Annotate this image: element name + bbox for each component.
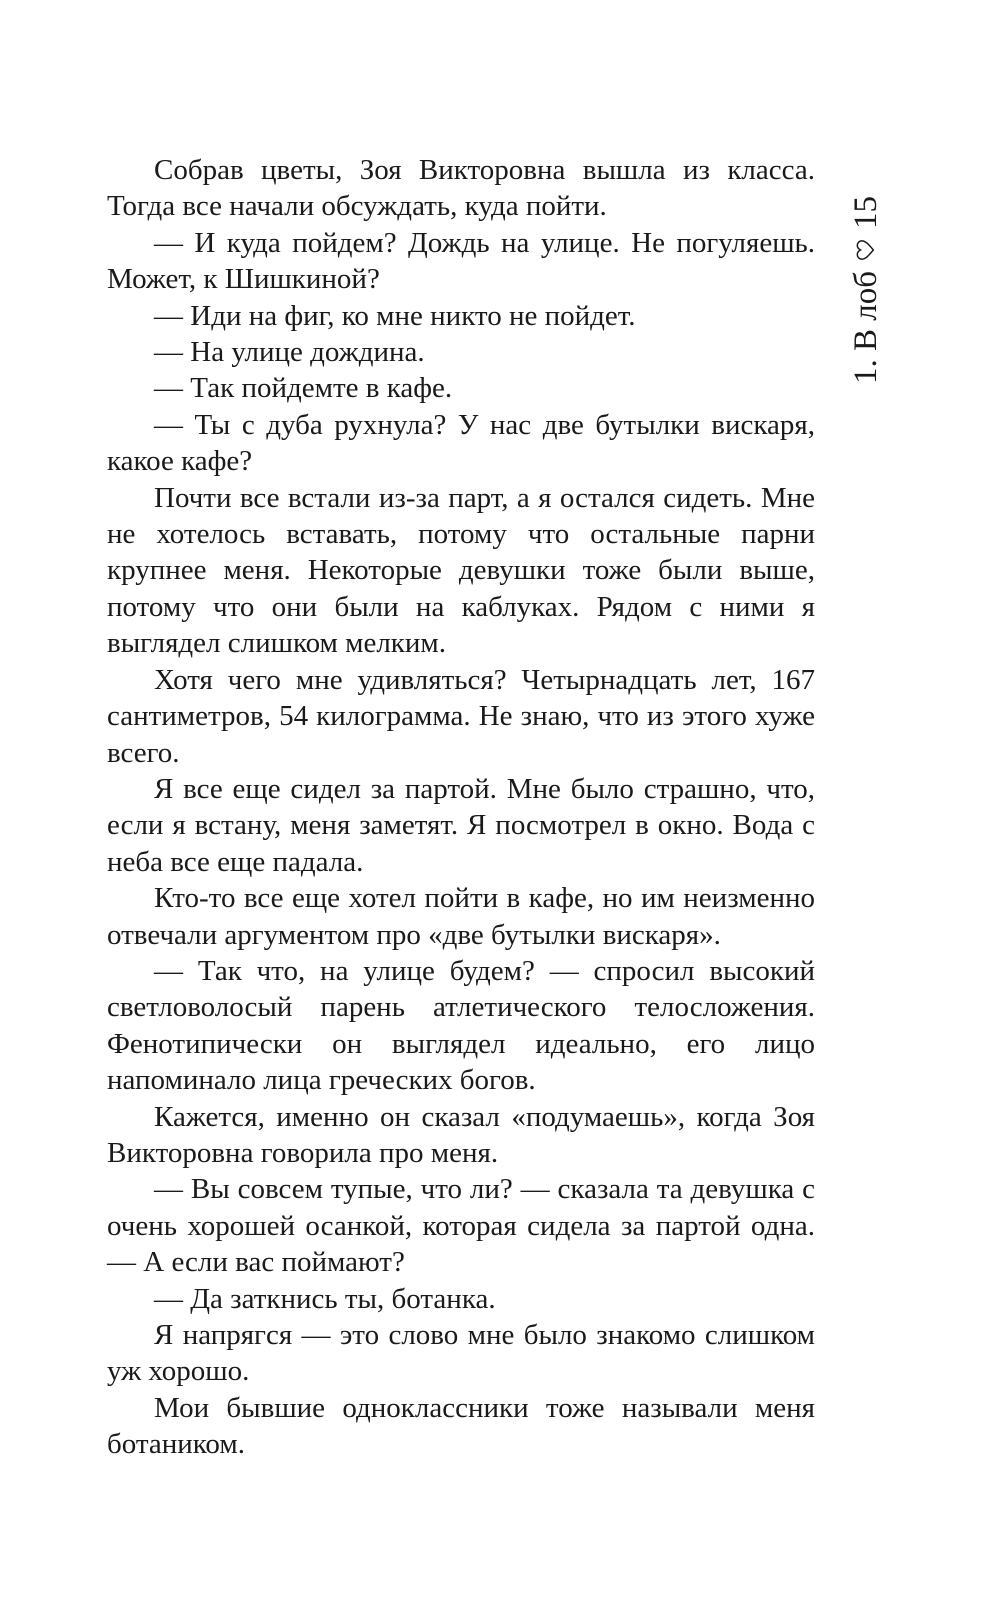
paragraph: — Иди на фиг, ко мне никто не пойдет. — [154, 299, 636, 332]
paragraph: — Так что, на улице будем? — спросил высокий светловолосый парень атлетического телосложения. Фенотипически он выглядел идеально, его лицо напоминало лица греческих богов. — [107, 954, 815, 1097]
paragraph: Кажется, именно он сказал «подумаешь», когда Зоя Викторовна говорила про меня. — [107, 1100, 815, 1169]
paragraph: Хотя чего мне удивляться? Четырнадцать лет, 167 сантиметров, 54 килограмма. Не знаю, что из этого хуже всего. — [107, 663, 815, 769]
paragraph: Я все еще сидел за партой. Мне было страшно, что, если я встану, меня заметят. Я посмотрел в окно. Вода с неба все еще падала. — [107, 772, 815, 878]
paragraph: Мои бывшие одноклассники тоже называли меня ботаником. — [107, 1391, 815, 1461]
paragraph: Собрав цветы, Зоя Викторовна вышла из класса. Тогда все начали обсуждать, куда пойти. — [107, 154, 815, 223]
page-number: 15 — [848, 195, 885, 229]
heart-outline-icon — [855, 239, 877, 261]
paragraph: — Так пойдемте в кафе. — [154, 372, 453, 405]
paragraph: Почти все встали из-за парт, а я остался сидеть. Мне не хотелось вставать, потому что остальные парни крупнее меня. Некоторые девушки тоже были выше, потому что они были на каблуках. Рядом с ними я выглядел слишком мелким. — [107, 481, 815, 660]
paragraph: — И куда пойдем? Дождь на улице. Не погуляешь. Может, к Шишкиной? — [107, 226, 815, 296]
running-head — [844, 144, 884, 384]
paragraph: — Вы совсем тупые, что ли? — сказала та девушка с очень хорошей осанкой, которая сидела за партой одна. — А если вас поймают? — [107, 1173, 815, 1279]
paragraph: — Ты с дуба рухнула? У нас две бутылки вискаря, какое кафе? — [107, 408, 815, 478]
paragraph: Я напрягся — это слово мне было знакомо слишком уж хорошо. — [107, 1319, 815, 1388]
body-text — [107, 152, 815, 1463]
paragraph: Кто-то все еще хотел пойти в кафе, но им неизменно отвечали аргументом про «две бутылки вискаря». — [107, 882, 815, 951]
chapter-title: 1. В лоб — [848, 270, 885, 384]
paragraph: — На улице дождина. — [154, 336, 425, 369]
paragraph: — Да заткнись ты, ботанка. — [154, 1282, 496, 1315]
